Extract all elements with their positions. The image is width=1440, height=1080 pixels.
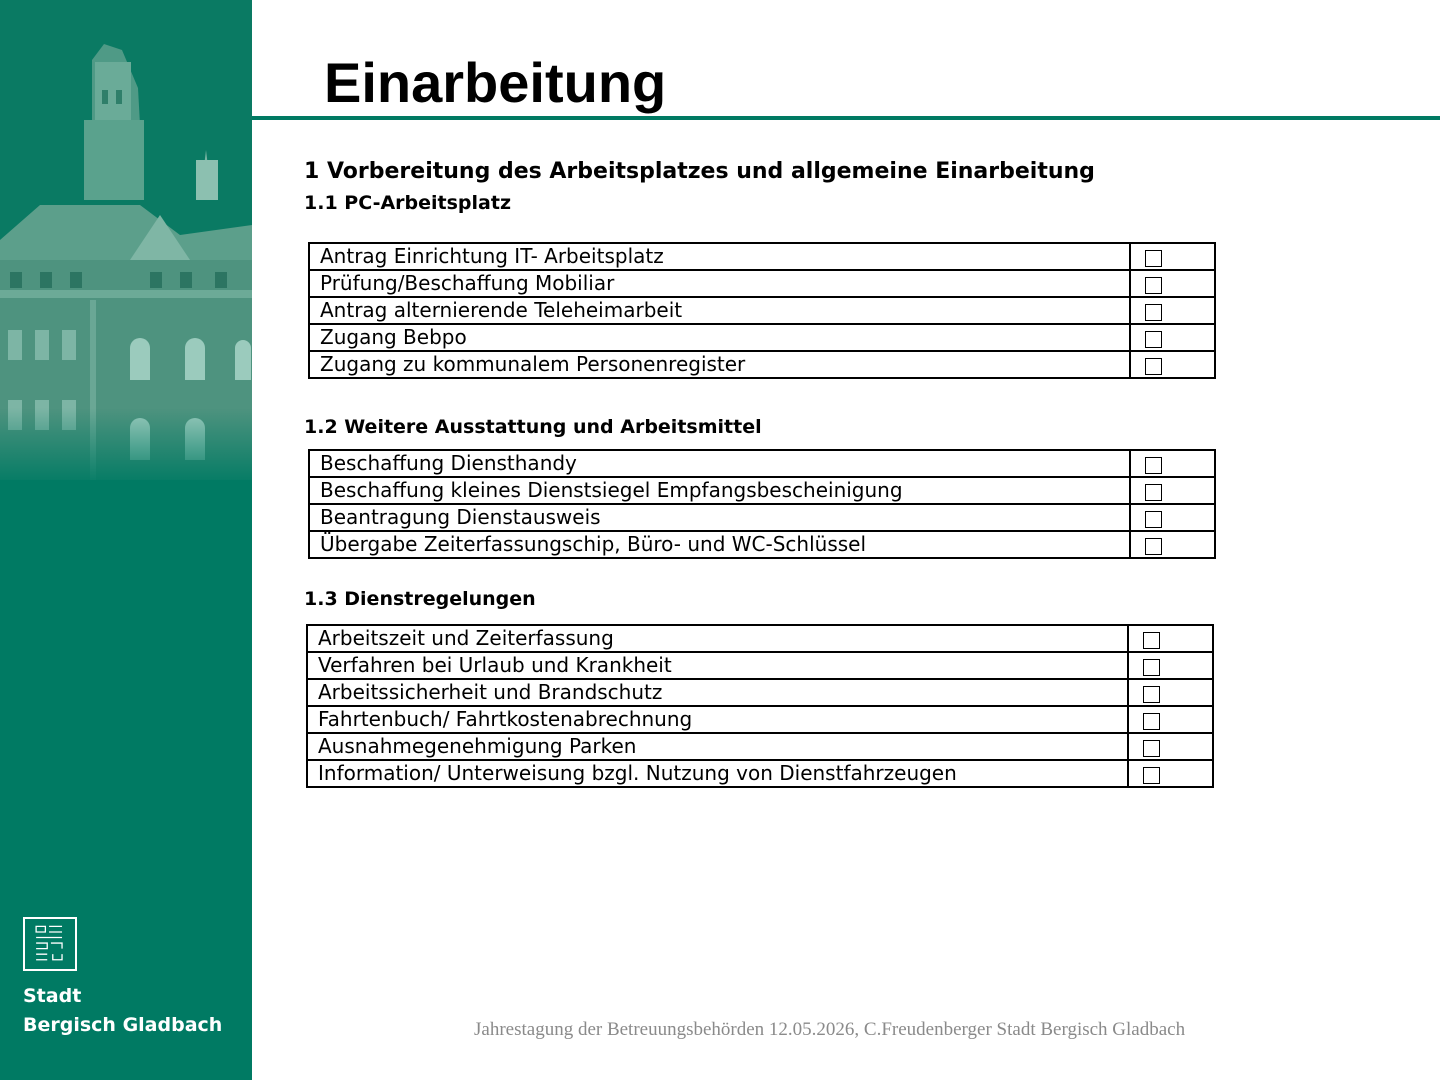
checklist-checkbox-cell	[1130, 351, 1215, 378]
checklist-item-label: Verfahren bei Urlaub und Krankheit	[307, 652, 1128, 679]
group-heading-1-3: 1.3 Dienstregelungen	[304, 588, 536, 610]
checkbox[interactable]	[1145, 277, 1162, 294]
checklist-row	[309, 270, 1215, 297]
checklist-row	[309, 324, 1215, 351]
checklist-checkbox-cell	[1130, 270, 1215, 297]
checklist-item-label: Antrag alternierende Teleheimarbeit	[309, 297, 1130, 324]
brand-line-1: Stadt	[23, 985, 82, 1007]
checklist-item-label: Zugang Bebpo	[309, 324, 1130, 351]
page-title: Einarbeitung	[324, 51, 667, 114]
checklist-item-label: Zugang zu kommunalem Personenregister	[309, 351, 1130, 378]
checkbox[interactable]	[1145, 304, 1162, 321]
checklist-row	[307, 760, 1213, 787]
checkbox[interactable]	[1143, 686, 1160, 703]
checklist-checkbox-cell	[1130, 297, 1215, 324]
checkbox[interactable]	[1145, 538, 1162, 555]
footer-text: Jahrestagung der Betreuungsbehörden 12.05.2026, C.Freudenberger Stadt Bergisch Gladbach	[474, 1019, 1186, 1040]
checkbox[interactable]	[1145, 331, 1162, 348]
checklist-table-1-1	[308, 242, 1216, 379]
town-hall-photo	[0, 0, 252, 480]
checkbox[interactable]	[1143, 713, 1160, 730]
checklist-row	[307, 679, 1213, 706]
brand-line-2: Bergisch Gladbach	[23, 1014, 223, 1036]
section-heading: 1 Vorbereitung des Arbeitsplatzes und allgemeine Einarbeitung	[304, 159, 1095, 184]
group-heading-1-2: 1.2 Weitere Ausstattung und Arbeitsmittel	[304, 416, 762, 438]
checklist-checkbox-cell	[1128, 760, 1213, 787]
checkbox[interactable]	[1145, 511, 1162, 528]
checklist-item-label: Beschaffung kleines Dienstsiegel Empfangsbescheinigung	[309, 477, 1130, 504]
brand-name	[23, 982, 222, 1040]
checklist-checkbox-cell	[1128, 733, 1213, 760]
checkbox[interactable]	[1143, 740, 1160, 757]
checklist-row	[307, 652, 1213, 679]
checklist-item-label: Beschaffung Diensthandy	[309, 450, 1130, 477]
checklist-checkbox-cell	[1130, 477, 1215, 504]
checklist-item-label: Information/ Unterweisung bzgl. Nutzung von Dienstfahrzeugen	[307, 760, 1128, 787]
checklist-table-1-3	[306, 624, 1214, 788]
checklist-item-label: Fahrtenbuch/ Fahrtkostenabrechnung	[307, 706, 1128, 733]
checkbox[interactable]	[1143, 659, 1160, 676]
checklist-table-1-2	[308, 449, 1216, 559]
checklist-row	[309, 477, 1215, 504]
checkbox[interactable]	[1143, 767, 1160, 784]
checklist-row	[309, 351, 1215, 378]
group-heading-1-1: 1.1 PC-Arbeitsplatz	[304, 192, 512, 214]
checklist-checkbox-cell	[1130, 324, 1215, 351]
checklist-checkbox-cell	[1130, 531, 1215, 558]
checklist-row	[309, 531, 1215, 558]
checklist-item-label: Arbeitszeit und Zeiterfassung	[307, 625, 1128, 652]
city-emblem-icon	[25, 919, 75, 969]
checklist-row	[309, 504, 1215, 531]
checklist-row	[307, 733, 1213, 760]
checklist-row	[307, 625, 1213, 652]
checklist-row	[309, 297, 1215, 324]
checklist-item-label: Übergabe Zeiterfassungschip, Büro- und WC-Schlüssel	[309, 531, 1130, 558]
checkbox[interactable]	[1145, 358, 1162, 375]
checklist-checkbox-cell	[1130, 243, 1215, 270]
checklist-checkbox-cell	[1130, 450, 1215, 477]
sidebar	[0, 0, 252, 1080]
checklist-checkbox-cell	[1128, 679, 1213, 706]
checklist-item-label: Arbeitssicherheit und Brandschutz	[307, 679, 1128, 706]
checklist-row	[309, 450, 1215, 477]
checkbox[interactable]	[1145, 457, 1162, 474]
checkbox[interactable]	[1145, 484, 1162, 501]
checkbox[interactable]	[1143, 632, 1160, 649]
title-divider	[252, 116, 1440, 120]
checklist-item-label: Antrag Einrichtung IT- Arbeitsplatz	[309, 243, 1130, 270]
checkbox[interactable]	[1145, 250, 1162, 267]
checklist-checkbox-cell	[1130, 504, 1215, 531]
checklist-checkbox-cell	[1128, 625, 1213, 652]
checklist-checkbox-cell	[1128, 652, 1213, 679]
checklist-checkbox-cell	[1128, 706, 1213, 733]
checklist-item-label: Prüfung/Beschaffung Mobiliar	[309, 270, 1130, 297]
checklist-row	[309, 243, 1215, 270]
checklist-item-label: Ausnahmegenehmigung Parken	[307, 733, 1128, 760]
checklist-row	[307, 706, 1213, 733]
city-logo	[23, 917, 77, 971]
checklist-item-label: Beantragung Dienstausweis	[309, 504, 1130, 531]
